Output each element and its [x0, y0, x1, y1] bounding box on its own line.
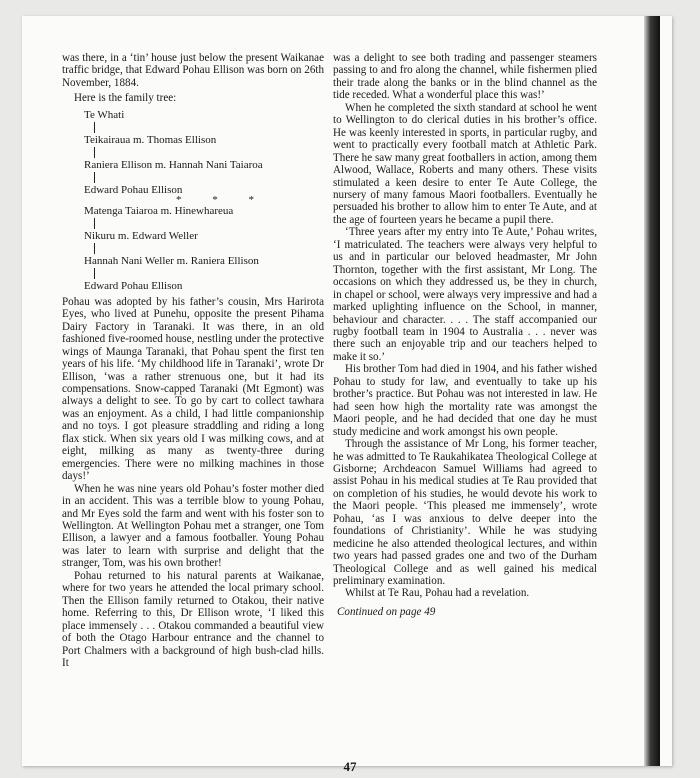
paragraph: When he completed the sixth standard at school he went to Wellington to do clerical duties in his brother’s office. He was keenly interested in sports, in particular rugby, and went to practically every football match at Athletic Park. There he saw many great footballers in action, among them Alwood, Wallace, Roberts and many others. These visits stimulated a keen desire to enter Te Aute College, the nursery of many famous Maori footballers. Eventually he persuaded his brother to allow him to enter Te Aute, and at the age of fourteen years he became a pupil there. [333, 101, 597, 226]
continued-note: Continued on page 49 [337, 605, 436, 618]
tree-separator: * * * [176, 193, 268, 206]
left-column [62, 52, 324, 669]
tree-name: Matenga Taiaroa m. Hinewhareua [84, 204, 234, 217]
tree-name: Nikuru m. Edward Weller [84, 229, 198, 242]
paragraph: was a delight to see both trading and passenger steamers passing to and fro along the channel, while fishermen plied their trade along the banks or in the blind channel as the tide receded. What a wonderful place this was!’ [333, 52, 597, 102]
page-number: 47 [343, 759, 357, 774]
paragraph: Pohau was adopted by his father’s cousin, Mrs Harirota Eyes, who lived at Punehu, opposite the present Pihama Dairy Factory in Taranaki. It was there, in an old fashioned five-roomed house, nestling under the protective wings of Maunga Taranaki, that Pohau spent the first ten years of his life. ‘My childhood life in Taranaki’, wrote Dr Ellison, ‘was a rather strenuous one, but it had its compensations. Snow-capped Taranaki (Mt Egmont) was always a delight to see. To go by cart to collect tawhara was an enjoyment. As a child, I had little companionship and no toys. I got pleasure straddling and riding a long flax stick. When six years old I was milking cows, and at eight, milking as many as twenty-three during emergencies. There were no milking machines in those days!’ [62, 295, 324, 483]
paragraph: When he was nine years old Pohau’s foster mother died in an accident. This was a terrible blow to young Pohau, and Mr Eyes sold the farm and went with his foster son to Wellington. At Wellington Pohau met a stranger, one Tom Ellison, a lawyer and a famous footballer. Young Pohau was later to learn with surprise and delight that the stranger, Tom, was his own brother! [62, 482, 324, 570]
paragraph: Pohau returned to his natural parents at Waikanae, where for two years he attended the local primary school. Then the Ellison family returned to Otakou, their native home. Referring to this, Dr Ellison wrote, ‘I liked this place immensely . . . Otakou commanded a beautiful view of both the Otago Harbour entrance and the channel to Port Chalmers with a background of high bush-clad hills. It [62, 569, 324, 669]
tree-line [94, 172, 95, 183]
tree-line [94, 218, 95, 229]
right-column [333, 52, 597, 618]
tree-line [94, 122, 95, 133]
tree-line [94, 243, 95, 254]
tree-line [94, 268, 95, 279]
book-spine [644, 16, 660, 766]
tree-name: Te Whati [84, 108, 125, 121]
tree-name: Teikairaua m. Thomas Ellison [84, 133, 217, 146]
paragraph: ‘Three years after my entry into Te Aute,’ Pohau writes, ‘I matriculated. The teachers were always very helpful to us and in particular our beloved headmaster, Mr John Thornton, together with the first assistant, Mr Long. The occasions on which they addressed us, be they in church, in chapel or school, were always very impressive and had a marked uplighting influence on the School, in manner, behaviour and character. . . . The staff accompanied our rugby football team in 1904 to Australia . . . never was there such an enjoyable trip and our teachers helped to make it so.’ [333, 226, 597, 363]
paragraph: was there, in a ‘tin’ house just below the present Waikanae traffic bridge, that Edward Pohau Ellison was born on 26th November, 1884. [62, 52, 324, 89]
tree-name: Edward Pohau Ellison [84, 279, 183, 292]
tree-name: Hannah Nani Weller m. Raniera Ellison [84, 254, 259, 267]
paragraph: Whilst at Te Rau, Pohau had a revelation. [345, 587, 530, 600]
paragraph: Through the assistance of Mr Long, his former teacher, he was admitted to Te Raukahikatea Theological College at Gisborne; Archdeacon Samuel Williams had agreed to assist Pohau in his medical studies at Te Rau provided that on completion of his studies, he would devote his work to the Maori people. ‘This pleased me immensely’, wrote Pohau, ‘as I was anxious to delve deeper into the foundations of Christianity’. While he was studying medicine he also attended theological lectures, and within two years had passed grades one and two of the Durham Theological College and as well gained his medical preliminary examination. [333, 438, 597, 588]
family-tree [84, 109, 324, 292]
magazine-page [22, 16, 672, 774]
tree-name: Raniera Ellison m. Hannah Nani Taiaroa [84, 158, 263, 171]
paragraph: His brother Tom had died in 1904, and his father wished Pohau to study for law, and eventually to take up his brother’s practice. But Pohau was not interested in law. He had seen how high the mortality rate was amongst the Maori people, and he had decided that one day he must study medicine and work amongst his own people. [333, 363, 597, 438]
tree-name: Edward Pohau Ellison [84, 183, 183, 196]
tree-line [94, 147, 95, 158]
family-tree-intro: Here is the family tree: [74, 92, 177, 105]
